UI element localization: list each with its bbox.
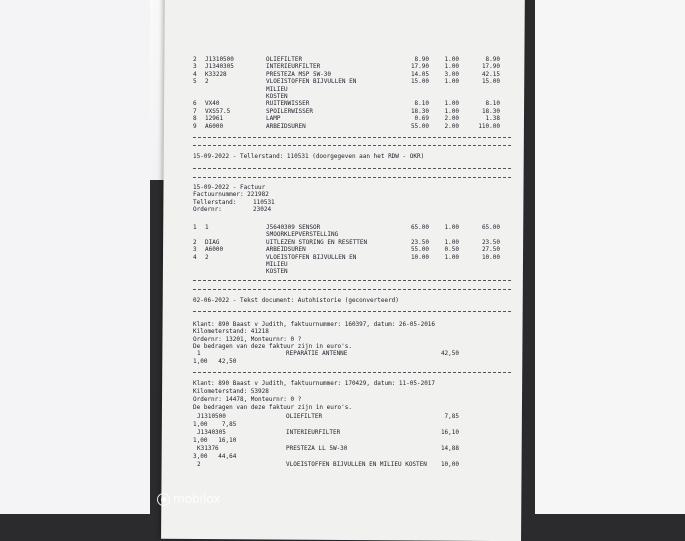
item-total: 27.50 — [481, 246, 500, 254]
ordernr-text: Ordernr: 13201, Monteurnr: 0 ? — [193, 336, 302, 343]
item-number: 1 — [193, 224, 197, 231]
klant-text: Klant: 890 Baast v Judith, faktuurnummer: 170429, datum: 11-05-2017 — [193, 380, 436, 387]
item-total: 23.50 — [481, 238, 500, 246]
item-total: 1.38 — [485, 115, 500, 123]
item-price: 0.69 — [414, 115, 429, 123]
item-price: 14.05 — [410, 70, 429, 78]
item-quantity: 3.00 — [444, 70, 459, 78]
item-number: 2 — [193, 238, 197, 246]
item-description: MILIEU — [266, 85, 288, 93]
item-total: 16,10 — [440, 429, 459, 436]
item-quantity-line: 3,00 44,64 — [193, 453, 237, 460]
item-description: OLIEFILTER — [266, 56, 303, 63]
item-number: 3 — [193, 246, 197, 254]
item-price: 18.30 — [410, 107, 429, 115]
item-description: J5640309 SENSOR — [266, 224, 321, 231]
ordernr-value: 23024 — [253, 206, 272, 213]
dashed-divider — [193, 145, 511, 146]
item-code: 2 — [197, 461, 201, 468]
item-total: 8.90 — [485, 56, 500, 63]
item-description: KOSTEN — [266, 268, 288, 276]
item-description: UITLEZEN STORING EN RESETTEN — [266, 238, 368, 246]
dashed-divider — [193, 289, 511, 290]
ordernr-label: Ordernr: — [193, 206, 222, 213]
item-quantity: 1.00 — [444, 78, 459, 86]
item-quantity: 1.00 — [444, 238, 459, 246]
item-total: 42,50 — [440, 350, 459, 357]
dashed-divider — [193, 280, 511, 281]
item-quantity: 2.00 — [444, 115, 459, 123]
item-price: 15.00 — [410, 78, 429, 86]
item-quantity-line: 1,00 16,10 — [193, 437, 237, 444]
kilometerstand-text: Kilometerstand: 41218 — [193, 328, 269, 335]
item-quantity: 1.00 — [444, 100, 459, 108]
item-description: OLIEFILTER — [286, 413, 323, 420]
dashed-divider — [193, 137, 511, 138]
item-total: 10.00 — [481, 253, 500, 261]
item-total: 7,85 — [444, 413, 459, 420]
item-total: 14,88 — [440, 445, 459, 452]
item-code: J1310500 — [197, 413, 226, 420]
item-total: 17.90 — [481, 63, 500, 71]
item-number: 7 — [193, 107, 197, 115]
item-total: 110.00 — [478, 122, 500, 130]
item-price: 10.00 — [410, 253, 429, 261]
invoice-document — [193, 0, 515, 514]
dashed-divider — [193, 168, 511, 169]
item-description: VLOEISTOFFEN BIJVULLEN EN MILIEU KOSTEN — [286, 461, 427, 468]
item-number: 8 — [193, 115, 197, 123]
item-price: 8.10 — [414, 100, 429, 108]
item-code: 1 — [205, 224, 209, 231]
item-number: 4 — [193, 70, 197, 78]
item-total: 8.10 — [485, 100, 500, 108]
item-description: PRESTEZA MSP 5W-30 — [266, 70, 332, 78]
item-number: 3 — [193, 63, 197, 71]
item-price: 55.00 — [410, 122, 429, 130]
item-description: INTERIEURFILTER — [286, 429, 341, 436]
item-quantity: 0.50 — [444, 246, 459, 254]
item-number: 2 — [193, 56, 197, 63]
item-total: 15.00 — [481, 78, 500, 86]
item-price: 65.00 — [410, 224, 429, 231]
item-description: ARBEIDSUREN — [266, 122, 306, 130]
item-number: 9 — [193, 122, 197, 130]
item-quantity: 1.00 — [444, 253, 459, 261]
background-right — [535, 0, 685, 514]
item-code: K33228 — [205, 70, 227, 78]
item-price: 8.90 — [414, 56, 429, 63]
item-code: J1310500 — [205, 56, 234, 63]
item-code: 2 — [205, 78, 209, 86]
item-code: K31376 — [197, 445, 219, 452]
item-total: 65.00 — [481, 224, 500, 231]
item-number: 4 — [193, 253, 197, 261]
item-number: 1 — [197, 350, 201, 357]
item-description: VLOEISTOFFEN BIJVULLEN EN — [266, 253, 357, 261]
tellerstand-text: 15-09-2022 - Tellerstand: 110531 (doorgegeven aan het RDW - OKR) — [193, 153, 425, 160]
bedragen-text: De bedragen van deze faktuur zijn in euro's. — [193, 404, 352, 411]
dashed-divider — [193, 372, 511, 373]
item-code: A6000 — [205, 246, 224, 254]
item-code: 12961 — [205, 115, 224, 123]
autohistorie-text: 02-06-2022 - Tekst document: Autohistorie (geconverteerd) — [193, 297, 399, 304]
dashed-divider — [193, 177, 511, 178]
item-number: 6 — [193, 100, 197, 108]
item-description: ARBEIDSUREN — [266, 246, 306, 254]
dashed-divider — [193, 311, 511, 312]
item-number: 5 — [193, 78, 197, 86]
item-code: DIAG — [205, 238, 220, 246]
item-description: KOSTEN — [266, 93, 288, 100]
item-code: VX40 — [205, 100, 220, 108]
factuur-heading-text: 15-09-2022 - Factuur — [193, 184, 266, 191]
item-total: 42.15 — [481, 70, 500, 78]
item-code: A6000 — [205, 122, 224, 130]
item-quantity: 1.00 — [444, 224, 459, 231]
background-left — [0, 0, 150, 514]
kilometerstand-text: Kilometerstand: 53928 — [193, 388, 269, 395]
item-description: REPARATIE ANTENNE — [286, 350, 348, 357]
ordernr-text: Ordernr: 14478, Monteurnr: 0 ? — [193, 396, 302, 403]
klant-text: Klant: 890 Baast v Judith, faktuurnummer: 160397, datum: 26-05-2016 — [193, 321, 436, 328]
item-code: 2 — [205, 253, 209, 261]
item-code: VXS57.5 — [205, 107, 231, 115]
item-description: SMOORKLEPVERSTELLING — [266, 231, 339, 239]
item-quantity: 1.00 — [444, 63, 459, 71]
item-quantity-line: 1,00 42,50 — [193, 358, 237, 365]
watermark — [157, 492, 220, 506]
bedragen-text: De bedragen van deze faktuur zijn in euro's. — [193, 343, 352, 350]
item-price: 17.90 — [410, 63, 429, 71]
item-description: INTERIEURFILTER — [266, 63, 321, 71]
item-code: J1340305 — [205, 63, 234, 71]
item-description: MILIEU — [266, 261, 288, 268]
item-description: VLOEISTOFFEN BIJVULLEN EN — [266, 78, 357, 86]
item-price: 55.00 — [410, 246, 429, 254]
item-description: RUITENWISSER — [266, 100, 310, 108]
item-total: 10,00 — [440, 461, 459, 468]
tellerstand-label: Tellerstand: — [193, 199, 237, 206]
item-quantity: 1.00 — [444, 107, 459, 115]
item-description: LAMP — [266, 115, 281, 123]
item-quantity: 2.00 — [444, 122, 459, 130]
item-quantity-line: 1,00 7,85 — [193, 421, 237, 428]
tellerstand-value: 110531 — [253, 199, 275, 206]
item-description: SPOILERWISSER — [266, 107, 313, 115]
watermark-text: mobilox — [173, 492, 221, 506]
factuurnummer-text: Factuurnummer: 221982 — [193, 191, 269, 198]
item-code: J1340305 — [197, 429, 226, 436]
mobilox-logo-icon — [157, 493, 170, 506]
item-price: 23.50 — [410, 238, 429, 246]
item-quantity: 1.00 — [444, 56, 459, 63]
item-description: PRESTEZA LL 5W-30 — [286, 445, 348, 452]
item-total: 18.30 — [481, 107, 500, 115]
